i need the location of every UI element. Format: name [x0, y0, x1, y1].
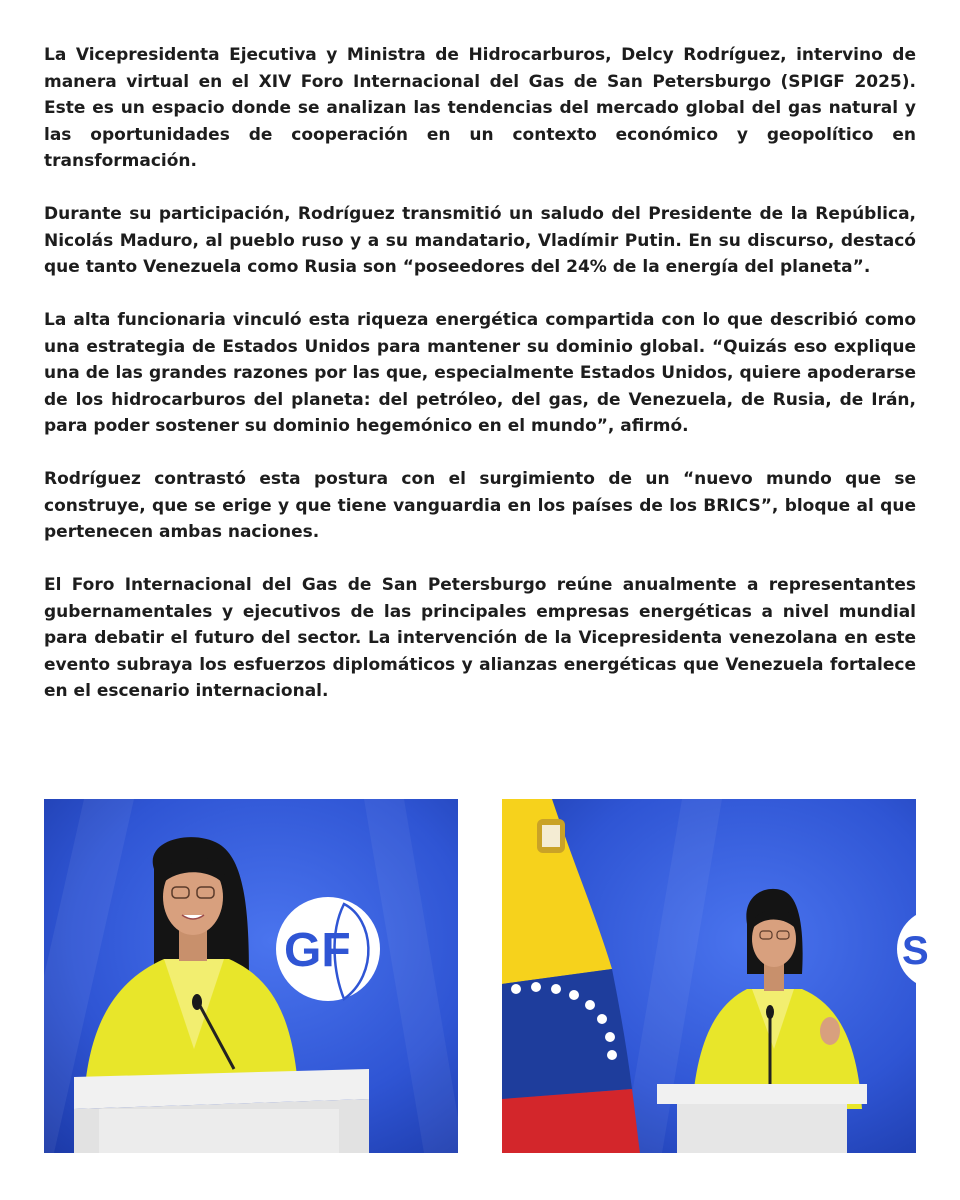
logo-text-partial: S	[902, 929, 929, 973]
photo-speaker-venezuelan-flag	[502, 799, 929, 1153]
paragraph-3: La alta funcionaria vinculó esta riqueza energética compartida con lo que describió como una estrategia de Estados Unidos para mantener su dominio global. “Quizás eso explique una de las grandes razones por las que, especialmente Estados Unidos, quiere apoderarse de los hidrocarburos del planeta: del petróleo, del gas, de Venezuela, de Rusia, de Irán, para poder sostener su dominio hegemónico en el mundo”, afirmó.	[44, 310, 916, 436]
paragraph-5: El Foro Internacional del Gas de San Petersburgo reúne anualmente a representantes gubernamentales y ejecutivos de las principales empresas energéticas a nivel mundial para debatir el futuro del sector. La intervención de la Vicepresidenta venezolana en este evento subraya los esfuerzos diplomáticos y alianzas energéticas que Venezuela fortalece en el escenario internacional.	[44, 575, 916, 701]
paragraph-4: Rodríguez contrastó esta postura con el surgimiento de un “nuevo mundo que se construye, que se erige y que tiene vanguardia en los países de los BRICS”, bloque al que pertenecen ambas naciones.	[44, 469, 916, 542]
article-body	[44, 42, 916, 731]
paragraph-1: La Vicepresidenta Ejecutiva y Ministra de Hidrocarburos, Delcy Rodríguez, intervino de manera virtual en el XIV Foro Internacional del Gas de San Petersburgo (SPIGF 2025). Este es un espacio donde se analizan las tendencias del mercado global del gas natural y las oportunidades de cooperación en un contexto económico y geopolítico en transformación.	[44, 45, 916, 171]
podium-right	[657, 1084, 867, 1153]
photo-speaker-spigf-logo	[44, 799, 458, 1153]
logo-text: GF	[284, 924, 351, 977]
podium	[74, 1069, 369, 1153]
paragraph-2: Durante su participación, Rodríguez transmitió un saludo del Presidente de la República, Nicolás Maduro, al pueblo ruso y a su mandatario, Vladímir Putin. En su discurso, destacó que tanto Venezuela como Rusia son “poseedores del 24% de la energía del planeta”.	[44, 204, 916, 277]
spigf-logo	[276, 897, 380, 1001]
